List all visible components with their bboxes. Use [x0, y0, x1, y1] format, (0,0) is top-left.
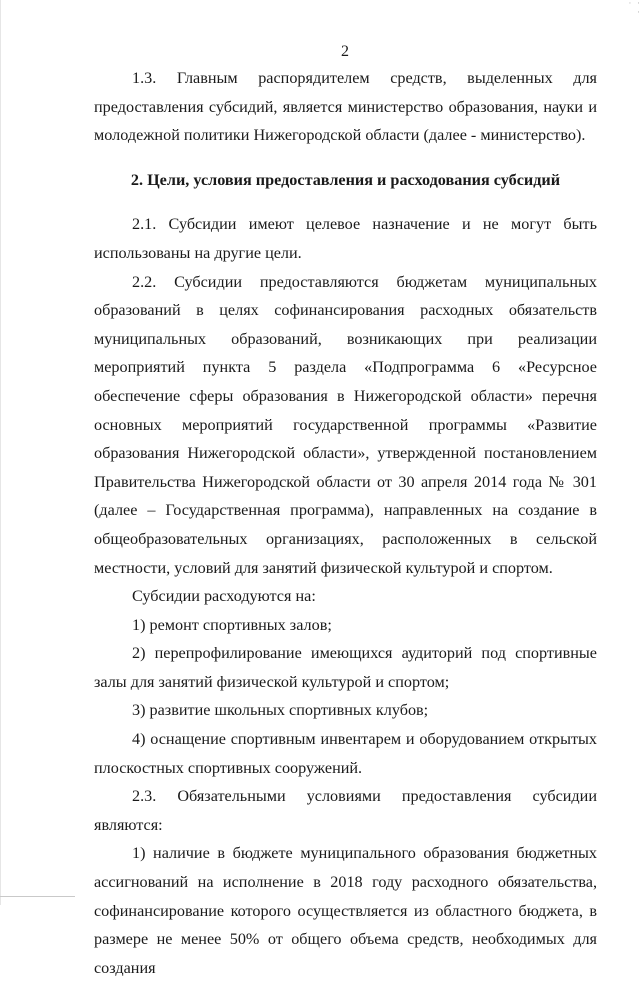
paragraph-2-1: 2.1. Субсидии имеют целевое назначение и не могут быть использованы на другие цели. — [94, 215, 597, 262]
section-heading: 2. Цели, условия предоставления и расходования субсидий — [130, 170, 561, 189]
page-number: 2 — [341, 43, 349, 60]
list-item-3: 3) развитие школьных спортивных клубов; — [132, 701, 429, 720]
list-item-2: 2) перепрофилирование имеющихся аудиторий под спортивные залы для занятий физической культурой и спортом; — [94, 644, 597, 691]
document-body — [94, 64, 597, 982]
paragraph-subsidies-intro: Субсидии расходуются на: — [132, 587, 316, 606]
scan-bottom-line — [0, 896, 75, 897]
paragraph-2-2: 2.2. Субсидии предоставляются бюджетам муниципальных образований в целях софинансирования расходных обязательств муниципальных образований, возникающих при реализации мероприятий пункта 5 раздела «Подпрограмма 6 «Ресурсное обеспечение сферы образования в Нижегородской области» перечня основных мероприятий государственной программы «Развитие образования Нижегородской области», утвержденной постановлением Правительства Нижегородской области от 30 апреля 2014 года № 301 (далее – Государственная программа), направленных на создание в общеобразовательных организациях, расположенных в сельской местности, условий для занятий физической культурой и спортом. — [94, 272, 597, 577]
list-item-4: 4) оснащение спортивным инвентарем и оборудованием открытых плоскостных спортивных сооружений. — [94, 730, 597, 777]
scan-artifact-dots: · · · — [628, 0, 640, 18]
paragraph-2-3: 2.3. Обязательными условиями предоставления субсидии являются: — [94, 787, 597, 834]
paragraph-1-3: 1.3. Главным распорядителем средств, выделенных для предоставления субсидий, является министерство образования, науки и молодежной политики Нижегородской области (далее - министерство). — [94, 69, 597, 145]
list-item-1: 1) ремонт спортивных залов; — [132, 615, 332, 634]
condition-item-1: 1) наличие в бюджете муниципального образования бюджетных ассигнований на исполнение в 2018 году расходного обязательства, софинансирование которого осуществляется из областного бюджета, в размере не менее 50% от общего объема средств, необходимых для создания — [94, 844, 597, 977]
scan-left-edge — [0, 0, 1, 905]
